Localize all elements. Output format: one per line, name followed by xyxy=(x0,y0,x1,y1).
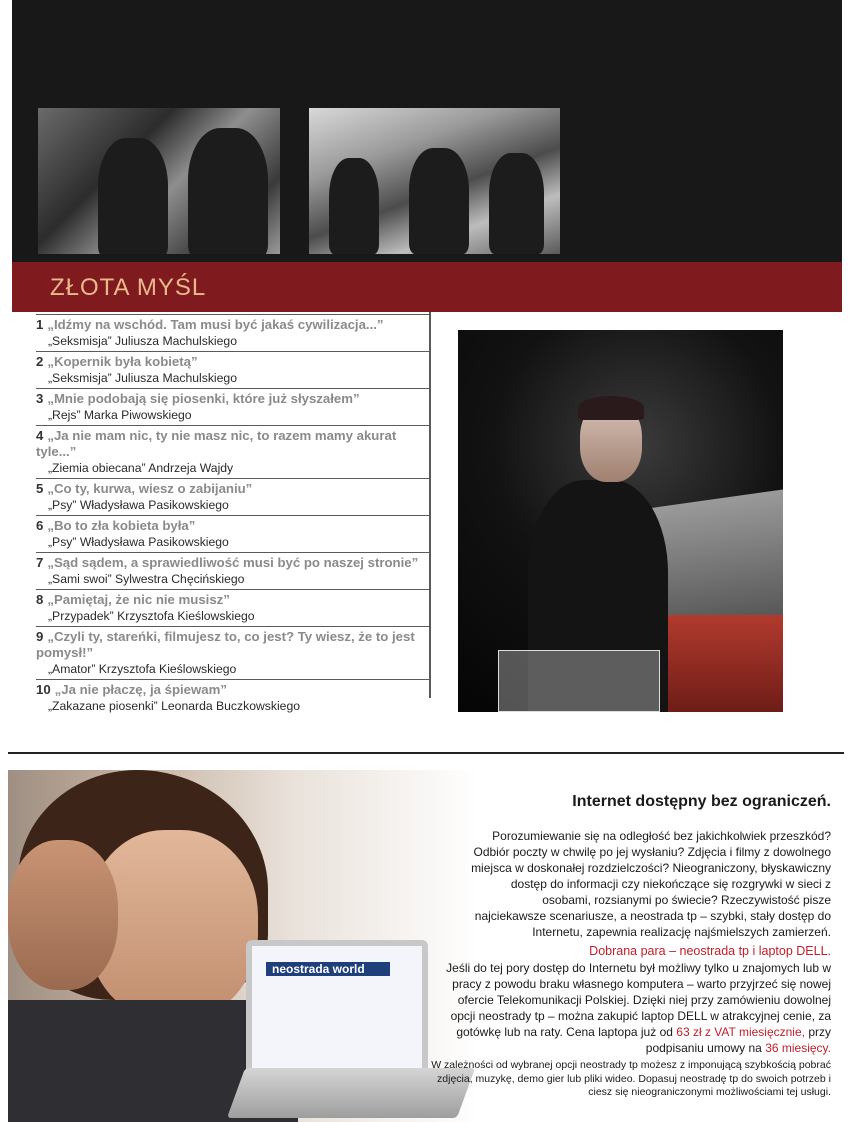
quote-text xyxy=(36,592,430,608)
laptop-screen-logo: neostrada world xyxy=(266,962,390,976)
ad-paragraph-3: W zależności od wybranej opcji neostrady tp możesz z imponującą szybkością pobrać zdjęcia, muzykę, demo gier lub pliki wideo. Dopasuj neostradę tp do swoich potrzeb i ciesz się nieograniczonymi możliwościami tej usługi. xyxy=(431,1059,831,1098)
section-separator xyxy=(8,752,844,754)
ad-paragraph-2-text: Jeśli do tej pory dostęp do Internetu był możliwy tylko u znajomych lub w pracy z powodu braku własnego komputera – warto przyjrzeć się nowej ofercie Telekomunikacji Polskiej. Dzięki niej przy zamówieniu dowolnej opcji neostrady tp – można zakupić laptop DELL w atrakcyjnej cenie, za gotówkę lub na raty. Cena laptopa już od xyxy=(446,961,831,1039)
quote-body: „Sąd sądem, a sprawiedliwość musi być po naszej stronie” xyxy=(47,555,419,570)
quote-source: „Rejs” Marka Piwowskiego xyxy=(48,408,192,422)
quote-body: „Idźmy na wschód. Tam musi być jakaś cywilizacja...” xyxy=(47,317,384,332)
quote-number: 9 xyxy=(36,629,44,644)
list-divider-line xyxy=(429,312,431,698)
ad-paragraph-1: Porozumiewanie się na odległość bez jakichkolwiek przeszkód? Odbiór poczty w chwilę po jej wysłaniu? Zdjęcia i filmy z dowolnego miejsca w doskonałej rozdzielczości? Nieograniczony, błyskawiczny dostęp do informacji czy niekończące się rozgrywki w sieci z osobami, rozsianymi po świecie? Rzeczywistość pisze najciekawsze scenariusze, a neostrada tp – szybki, stały dostęp do Internetu, zapewnia realizację najśmielszych zamierzeń. xyxy=(471,829,831,939)
quote-body: „Pamiętaj, że nic nie musisz” xyxy=(47,592,230,607)
glass-box-shape xyxy=(498,650,660,712)
quote-number: 5 xyxy=(36,481,44,496)
ad-headline: Internet dostępny bez ograniczeń. xyxy=(572,793,831,810)
quote-body: „Ja nie mam nic, ty nie masz nic, to razem mamy akurat tyle...” xyxy=(36,428,397,459)
ad-paragraph-2-text: przy podpisaniu umowy na xyxy=(645,1025,831,1055)
ad-subheadline: Dobrana para – neostrada tp i laptop DELL. xyxy=(589,944,831,958)
quote-source: „Sami swoi” Sylwestra Chęcińskiego xyxy=(48,572,245,586)
list-item xyxy=(36,479,430,516)
list-item xyxy=(36,352,430,389)
quote-text xyxy=(36,428,430,460)
quotes-list xyxy=(36,314,430,716)
laptop-screen xyxy=(246,940,428,1077)
quote-text xyxy=(36,391,430,407)
list-item xyxy=(36,627,430,680)
ad-price: 63 zł z VAT miesięcznie, xyxy=(676,1025,805,1039)
quote-body: „Kopernik była kobietą” xyxy=(47,354,198,369)
quote-number: 1 xyxy=(36,317,44,332)
list-item xyxy=(36,516,430,553)
quote-body: „Mnie podobają się piosenki, które już słyszałem” xyxy=(47,391,360,406)
list-item xyxy=(36,389,430,426)
quote-text xyxy=(36,629,430,661)
cap-shape xyxy=(578,396,644,420)
list-item xyxy=(36,314,430,352)
quote-body: „Bo to zła kobieta była” xyxy=(47,518,196,533)
film-still-photo-right xyxy=(309,108,560,254)
face-shape xyxy=(8,840,118,990)
quote-number: 6 xyxy=(36,518,44,533)
quote-text xyxy=(36,555,430,571)
film-still-photo-left xyxy=(38,108,280,254)
list-item xyxy=(36,426,430,479)
list-item xyxy=(36,553,430,590)
quote-text xyxy=(36,317,430,333)
quote-source: „Ziemia obiecana” Andrzeja Wajdy xyxy=(48,461,234,475)
quote-text xyxy=(36,354,430,370)
quote-source: „Przypadek” Krzysztofa Kieślowskiego xyxy=(48,609,255,623)
quote-source: „Psy” Władysława Pasikowskiego xyxy=(48,498,229,512)
quote-source: „Zakazane piosenki” Leonarda Buczkowskiego xyxy=(48,699,301,713)
quote-number: 7 xyxy=(36,555,44,570)
quote-body: „Czyli ty, stareńki, filmujesz to, co jest? Ty wiesz, że to jest pomysł!” xyxy=(36,629,415,660)
quote-body: „Co ty, kurwa, wiesz o zabijaniu” xyxy=(47,481,253,496)
quote-number: 10 xyxy=(36,682,51,697)
quote-number: 8 xyxy=(36,592,44,607)
figure-shape xyxy=(98,138,168,254)
quote-number: 2 xyxy=(36,354,44,369)
film-still-photo-woman xyxy=(458,330,783,712)
quote-body: „Ja nie płaczę, ja śpiewam” xyxy=(54,682,227,697)
quote-source: „Seksmisja” Juliusza Machulskiego xyxy=(48,371,237,385)
list-item xyxy=(36,590,430,627)
ad-paragraph-2 xyxy=(431,960,831,1056)
quote-text xyxy=(36,682,430,698)
figure-shape xyxy=(329,158,379,254)
quote-text xyxy=(36,481,430,497)
figure-shape xyxy=(409,148,469,254)
quote-number: 3 xyxy=(36,391,44,406)
figure-shape xyxy=(489,153,544,254)
quote-source: „Seksmisja” Juliusza Machulskiego xyxy=(48,334,237,348)
ad-term: 36 miesięcy. xyxy=(765,1041,831,1055)
quote-number: 4 xyxy=(36,428,44,443)
quote-source: „Psy” Władysława Pasikowskiego xyxy=(48,535,229,549)
section-title: ZŁOTA MYŚL xyxy=(50,274,207,301)
list-item xyxy=(36,680,430,716)
figure-shape xyxy=(188,128,268,254)
quote-source: „Amator” Krzysztofa Kieślowskiego xyxy=(48,662,237,676)
quote-text xyxy=(36,518,430,534)
